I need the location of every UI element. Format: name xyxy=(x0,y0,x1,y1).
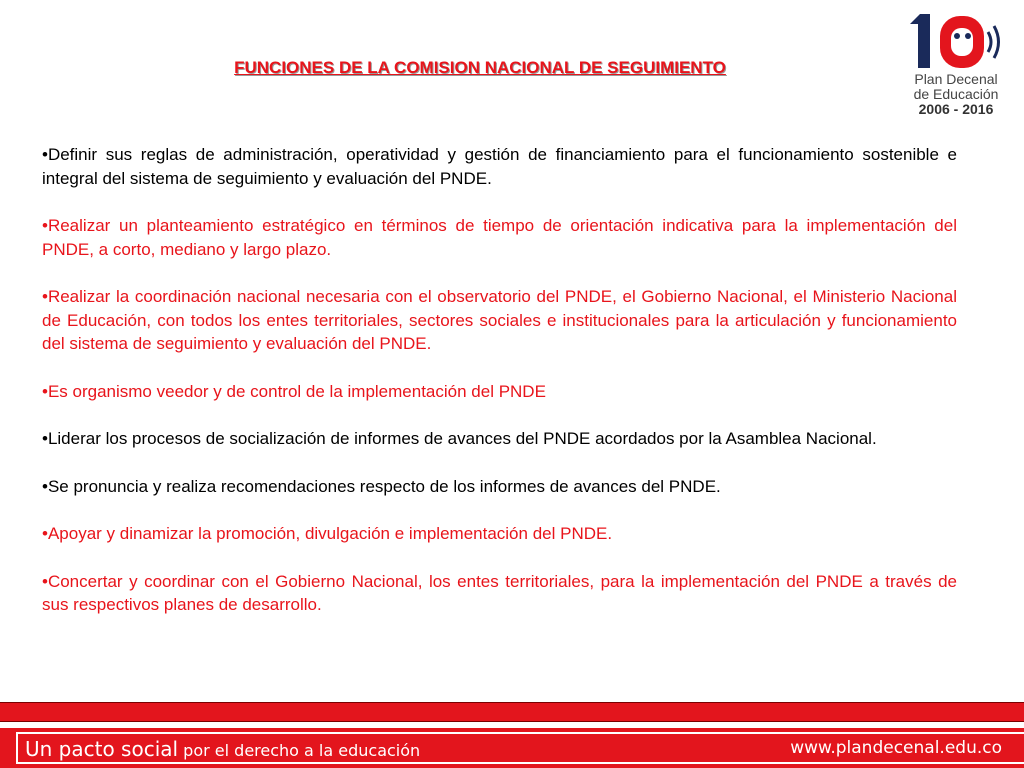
function-item: •Es organismo veedor y de control de la implementación del PNDE xyxy=(42,381,546,401)
logo-line-1: Plan Decenal xyxy=(914,71,998,87)
logo-years: 2006 - 2016 xyxy=(918,101,994,117)
footer-divider xyxy=(0,702,1024,722)
function-item: •Definir sus reglas de administración, operatividad y gestión de financiamiento para el funcionamiento sostenible e integral del sistema de seguimiento y evaluación del PNDE. xyxy=(42,145,957,188)
footer-slogan xyxy=(25,737,420,761)
slogan-main: Un pacto social xyxy=(25,737,179,761)
function-item: •Apoyar y dinamizar la promoción, divulgación e implementación del PNDE. xyxy=(42,524,613,543)
function-item: •Concertar y coordinar con el Gobierno Nacional, los entes territoriales, para la implementación del PNDE a través de sus respectivos planes de desarrollo. xyxy=(42,571,957,614)
function-item: •Realizar un planteamiento estratégico en términos de tiempo de orientación indicativa para la implementación del PNDE, a corto, mediano y largo plazo. xyxy=(42,216,957,259)
slogan-rest: por el derecho a la educación xyxy=(183,741,421,760)
page-title: FUNCIONES DE LA COMISION NACIONAL DE SEGUIMIENTO xyxy=(234,58,726,77)
function-item: •Realizar la coordinación nacional necesaria con el observatorio del PNDE, el Gobierno Nacional, el Ministerio Nacional de Educación, con todos los entes territoriales, sectores sociales e institucionales para la articulación y funcionamiento del sistema de seguimiento y evaluación del PNDE. xyxy=(42,287,957,353)
function-item: •Liderar los procesos de socialización de informes de avances del PNDE acordados por la Asamblea Nacional. xyxy=(42,429,877,448)
functions-list xyxy=(42,143,957,641)
function-item: •Se pronuncia y realiza recomendaciones respecto de los informes de avances del PNDE. xyxy=(42,476,721,496)
footer-bar xyxy=(0,728,1024,768)
plan-decenal-logo xyxy=(906,10,1016,125)
plan-decenal-logo-icon xyxy=(906,10,1006,72)
website-link[interactable]: www.plandecenal.edu.co xyxy=(790,738,1002,758)
logo-line-2: de Educación xyxy=(913,86,999,102)
